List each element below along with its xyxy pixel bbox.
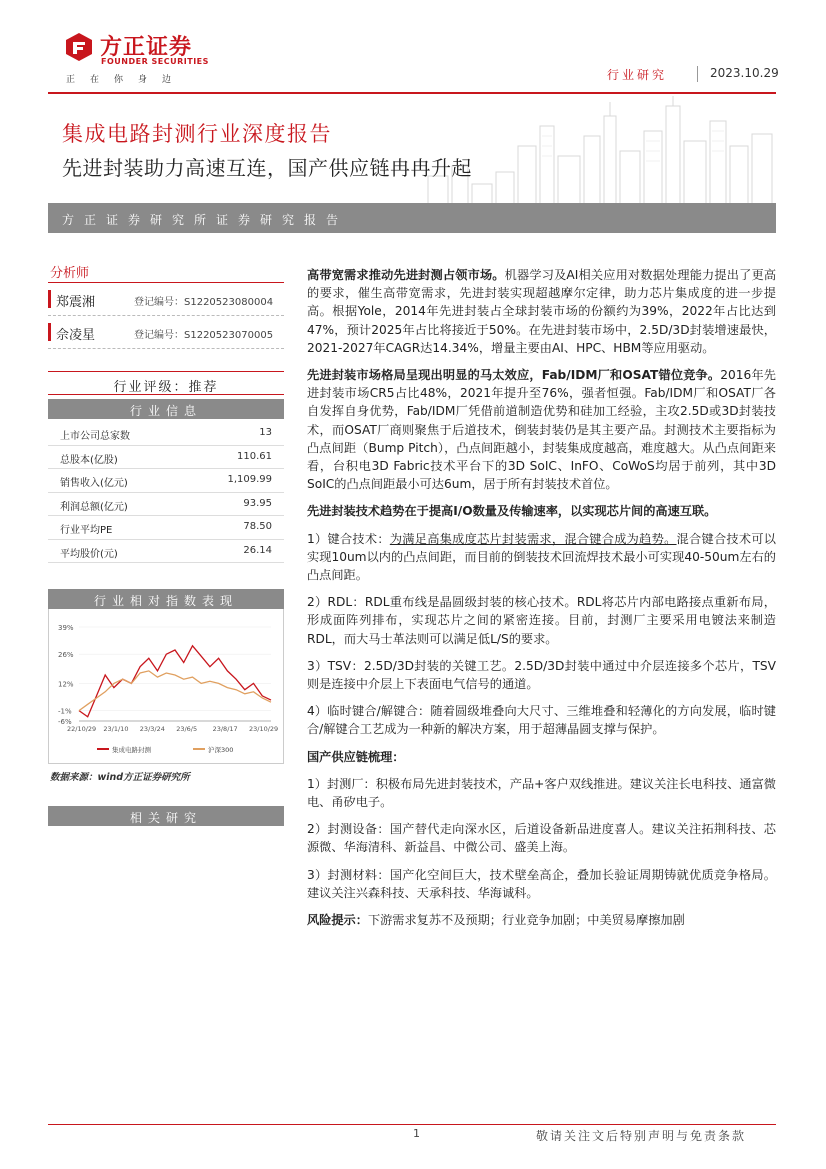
industry-rating [48,371,284,395]
paragraph-text: 2016年先进封装市场CR5占比48%，2021年提升至76%，强者恒强。Fab/IDM厂和OSAT厂各自发挥自身优势，Fab/IDM厂凭借前道制造优势和硅加工经验，主攻2.5D或3D封装技术，而OSAT厂商则聚焦于后道技术，倒装封装仍是其主要产品。封测技术主要指标为凸点间距（Bump Pitch），凸点间距越小，封装集成度越高，难度越大。从凸点间距来看，台积电3D Fabric技术平台下的3D SoIC、InFO、CoWoS均居于前列，其中3D SoIC的凸点间距最小可达6um，居于所有封装技术首位。 [307,368,776,492]
y-tick-label: -6% [58,718,72,726]
x-tick-label: 23/10/29 [249,725,279,733]
logo-slogan: 正在你身边 [66,75,187,85]
body-paragraph [307,530,776,585]
analyst-divider [48,348,284,349]
paragraph-prefix: 1）键合技术： [307,531,390,546]
header-separator [697,66,698,82]
body-paragraph: 2）RDL：RDL重布线是晶圆级封装的核心技术。RDL将芯片内部电路接点重新布局，形成面阵列排布，实现芯片之间的紧密连接。目前，封测厂主要采用电镀法来制造RDL，而大马士革法则可以满足低L/S的要求。 [307,595,776,646]
report-date: 2023.10.29 [710,66,779,80]
analyst-entry [48,323,284,345]
info-value: 78.50 [243,521,272,532]
info-key: 行业平均PE [60,525,113,536]
institute-bar-label: 方正证券研究所证券研究报告 [62,213,349,227]
y-tick-label: -1% [58,707,72,716]
industry-info-heading-label: 行业信息 [129,404,202,418]
body-paragraph [307,366,776,493]
info-row [48,516,284,540]
page-number: 1 [413,1127,420,1140]
disclaimer-note: 敬请关注文后特别声明与免责条款 [536,1129,747,1143]
institute-bar [48,203,776,233]
info-value: 1,109.99 [227,474,272,485]
info-key: 利润总额(亿元) [60,501,128,513]
header-rule [48,92,776,94]
footer-rule [48,1124,776,1125]
info-row [48,493,284,517]
info-key: 平均股价(元) [60,548,118,560]
x-tick-label: 23/1/10 [103,725,129,733]
paragraph-underline: 为满足高集成度芯片封装需求，混合键合成为趋势。 [389,531,677,546]
info-value: 93.95 [243,497,272,509]
analyst-registration: 登记编号：S1220523070005 [134,330,274,341]
body-paragraph [307,266,776,357]
analyst-divider [48,315,284,316]
analyst-marker [48,290,51,308]
index-chart-svg [49,609,285,764]
industry-info-table [48,422,284,563]
paragraph-lead: 先进封装技术趋势在于提高I/O数量及传输速率，以实现芯片间的高速互联。 [307,504,717,519]
info-row [48,540,284,564]
analyst-registration: 登记编号：S1220523080004 [134,297,274,308]
body-paragraph [307,748,776,766]
body-paragraph: 1）封测厂：积极布局先进封装技术，产品+客户双线推进。建议关注长电科技、通富微电、甬矽电子。 [307,776,776,810]
paragraph-lead: 风险提示： [307,913,368,928]
info-row [48,422,284,446]
body-paragraph [307,502,776,520]
skyline-banner [48,96,776,204]
x-tick-label: 23/3/24 [139,725,165,733]
info-row [48,446,284,470]
report-body [307,266,776,938]
paragraph-lead: 先进封装市场格局呈现出明显的马太效应，Fab/IDM厂和OSAT错位竞争。 [307,368,721,383]
report-category: 行业研究 [607,68,668,82]
x-tick-label: 23/6/5 [176,725,198,733]
founder-logo-icon [64,32,94,62]
industry-rating-label: 行业评级：推荐 [113,380,219,395]
related-research-heading [48,806,284,826]
legend-label: 集成电路封测 [112,746,151,754]
industry-info-heading [48,399,284,419]
risk-paragraph [307,911,776,929]
analyst-heading: 分析师 [50,266,90,281]
y-tick-label: 12% [58,680,74,689]
info-value: 13 [259,427,272,438]
city-skyline-illustration [48,96,776,204]
paragraph-text: 下游需求复苏不及预期；行业竞争加剧；中美贸易摩擦加剧 [367,913,685,928]
index-chart [48,609,284,764]
y-tick-label: 39% [58,624,74,632]
analyst-entry [48,290,284,312]
index-chart-heading [48,589,284,609]
x-tick-label: 22/10/29 [67,725,97,733]
report-subtitle: 先进封装助力高速互连，国产供应链冉冉升起 [62,156,472,180]
logo-chinese-name: 方正证券 [100,35,193,60]
body-paragraph: 2）封测设备：国产替代走向深水区，后道设备新品进度喜人。建议关注拓荆科技、芯源微、华海清科、新益昌、中微公司、盛美上海。 [307,822,776,855]
analyst-rule [48,282,284,283]
body-paragraph: 3）封测材料：国产化空间巨大，技术壁垒高企，叠加长验证周期铸就优质竞争格局。建议关注兴森科技、天承科技、华海诚科。 [307,867,776,900]
analyst-marker [48,323,51,341]
body-paragraph: 4）临时键合/解键合：随着圆级堆叠向大尺寸、三维堆叠和轻薄化的方向发展，临时键合/解键合工艺成为一种新的解决方案，用于超薄晶圆支撑与保护。 [307,704,776,737]
body-paragraph: 3）TSV：2.5D/3D封装的关键工艺。2.5D/3D封装中通过中介层连接多个芯片，TSV则是连接中介层上下表面电气信号的通道。 [307,658,776,692]
series-line [79,646,271,717]
paragraph-lead: 国产供应链梳理： [307,749,405,764]
report-title: 集成电路封测行业深度报告 [62,122,332,146]
chart-source: 数据来源：wind方正证券研究所 [50,772,190,783]
info-row [48,469,284,493]
paragraph-lead: 高带宽需求推动先进封测占领市场。 [307,268,505,282]
analyst-name: 佘凌星 [56,328,96,343]
legend-label: 沪深300 [208,746,234,754]
info-key: 销售收入(亿元) [60,478,128,489]
paragraph-text: 混合键合技术可以实现10um以内的凸点间距，而目前的倒装技术回流焊技术最小可实现40-50um左右的凸点间距。 [307,531,776,583]
paragraph-text: 机器学习及AI相关应用对数据处理能力提出了更高的要求，催生高带宽需求，先进封装实现超越摩尔定律，助力芯片集成度的进一步提高。根据Yole，2014年先进封装占全球封装市场的份额约为39%，2022年占比达到47%，预计2025年占比将接近于50%。在先进封装市场中，2.5D/3D封装增速最快，2021-2027年CAGR达14.34%，增量主要由AI、HPC、HBM等应用驱动。 [307,268,777,355]
info-value: 26.14 [243,544,272,556]
company-logo [64,30,214,86]
info-key: 上市公司总家数 [60,431,130,442]
series-line [79,671,271,711]
analyst-name: 郑震湘 [56,295,96,310]
index-chart-heading-label: 行业相对指数表现 [93,594,238,608]
logo-english-name: FOUNDER SECURITIES [101,57,209,66]
related-research-heading-label: 相关研究 [129,811,202,825]
y-tick-label: 26% [58,651,74,660]
info-key: 总股本(亿股) [60,454,118,466]
info-value: 110.61 [237,450,272,462]
x-tick-label: 23/8/17 [212,725,238,733]
